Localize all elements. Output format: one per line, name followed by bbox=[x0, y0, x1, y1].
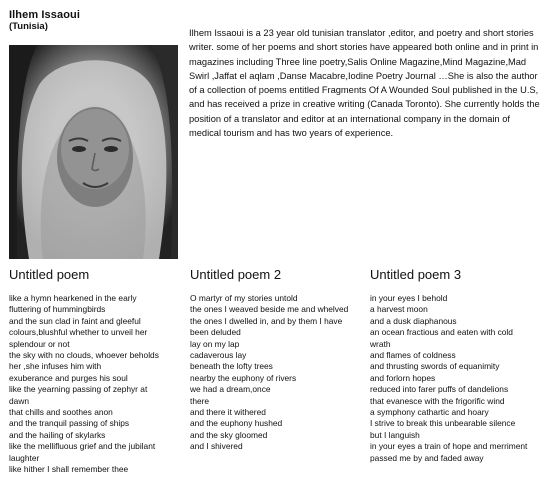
poem-line: in your eyes a train of hope and merriment bbox=[370, 441, 528, 452]
poem-line: but I languish bbox=[370, 429, 420, 440]
poem-line: the ones I dwelled in, and by them I have bbox=[190, 315, 343, 326]
poem-untitled-1 bbox=[9, 267, 179, 476]
portrait-illustration bbox=[9, 45, 178, 259]
poem-line: lay on my lap bbox=[190, 338, 240, 349]
poem-line: fluttering of hummingbirds bbox=[9, 304, 106, 315]
poem-line: exuberance and purges his soul bbox=[9, 372, 128, 383]
poem-line: and forlorn hopes bbox=[370, 372, 436, 383]
poem-line: a symphony cathartic and hoary bbox=[370, 407, 489, 418]
poem-line: and a dusk diaphanous bbox=[370, 315, 457, 326]
poem-line: and the hailing of skylarks bbox=[9, 429, 106, 440]
poem-line: the sky with no clouds, whoever beholds bbox=[9, 350, 159, 361]
poem-line: like the yearning passing of zephyr at bbox=[9, 384, 148, 395]
poem-line: reduced into farer puffs of dandelions bbox=[370, 384, 509, 395]
poem-line: that evanesce with the frigorific wind bbox=[370, 395, 505, 406]
poem-line: like hither I shall remember thee bbox=[9, 464, 129, 475]
poem-title: Untitled poem 2 bbox=[190, 267, 282, 282]
poem-line: and thrusting swords of equanimity bbox=[370, 361, 500, 372]
poem-line: that chills and soothes anon bbox=[9, 407, 113, 418]
poem-line: and the euphony hushed bbox=[190, 418, 283, 429]
poem-line: a harvest moon bbox=[370, 304, 428, 315]
poem-line: and the tranquil passing of ships bbox=[9, 418, 130, 429]
poem-line: beneath the lofty trees bbox=[190, 361, 273, 372]
poem-line: dawn bbox=[9, 395, 30, 406]
poem-line: cadaverous lay bbox=[190, 350, 247, 361]
poem-line: there bbox=[190, 395, 210, 406]
author-portrait-photo bbox=[9, 45, 178, 259]
poem-lines bbox=[190, 293, 362, 453]
poem-line: and the sky gloomed bbox=[190, 429, 268, 440]
poem-line: in your eyes I behold bbox=[370, 293, 448, 303]
poem-lines bbox=[370, 293, 546, 464]
poem-line: like a hymn hearkened in the early bbox=[9, 293, 137, 303]
poem-line: I strive to break this unbearable silence bbox=[370, 418, 516, 429]
poem-line: splendour or not bbox=[9, 338, 70, 349]
poem-line: wrath bbox=[370, 338, 391, 349]
poem-title: Untitled poem bbox=[9, 267, 90, 282]
poem-line: an ocean fractious and eaten with cold bbox=[370, 327, 513, 338]
poem-line: and flames of coldness bbox=[370, 350, 456, 361]
poem-line: her ,she infuses him with bbox=[9, 361, 102, 372]
poem-untitled-2 bbox=[190, 267, 362, 453]
poem-line: and I shivered bbox=[190, 441, 243, 452]
poem-line: been deluded bbox=[190, 327, 241, 338]
poem-lines bbox=[9, 293, 179, 476]
poem-line: and the sun clad in faint and gleeful bbox=[9, 315, 141, 326]
author-bio: Ilhem Issaoui is a 23 year old tunisian translator ,editor, and poetry and short stories writer. some of her poems and short stories have appeared both online and in print in magazines including Three line poetry,Salis Online Magazine,Mind Magazine,Mad Swirl ,Jaffat el aqlam ,Danse Macabre,Iodine Poetry Journal …She is also the author of a collection of poems entitled Fragments Of A Wounded Soul published in the U.S, and has received a prize in creative writing (Canada Toronto). She currently holds the position of a translator and editor at an international company in the domain of medical tourism and has two years of experience. bbox=[189, 28, 540, 139]
poem-line: passed me by and faded away bbox=[370, 452, 484, 463]
poem-line: the ones I weaved beside me and whelved bbox=[190, 304, 349, 315]
author-country: (Tunisia) bbox=[9, 21, 48, 32]
poem-line: colours,blushful whether to unveil her bbox=[9, 327, 148, 338]
poem-line: and there it withered bbox=[190, 407, 266, 418]
poem-untitled-3 bbox=[370, 267, 546, 464]
poem-line: nearby the euphony of rivers bbox=[190, 372, 297, 383]
poem-line: we had a dream,once bbox=[190, 384, 271, 395]
author-name: Ilhem Issaoui bbox=[9, 9, 80, 21]
poem-line: O martyr of my stories untold bbox=[190, 293, 298, 303]
poem-line: laughter bbox=[9, 452, 40, 463]
poem-line: like the mellifluous grief and the jubilant bbox=[9, 441, 156, 452]
poem-title: Untitled poem 3 bbox=[370, 267, 462, 282]
